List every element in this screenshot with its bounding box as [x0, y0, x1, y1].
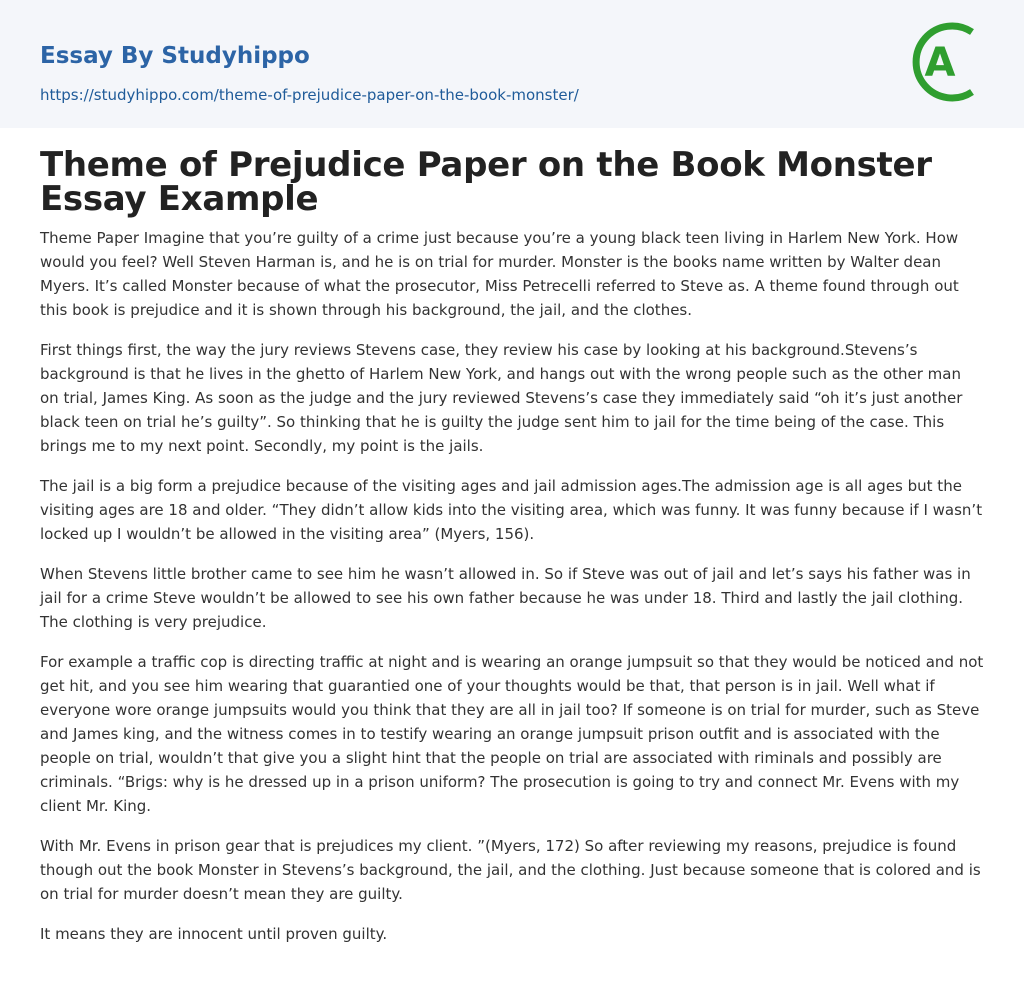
- logo-letter: A: [924, 40, 956, 86]
- letter-a-ring-logo-icon[interactable]: [912, 19, 986, 105]
- essay-paragraph: When Stevens little brother came to see him he wasn’t allowed in. So if Steve was out of jail and let’s says his father was in jail for a crime Steve wouldn’t be allowed to see his own father because he was under 18. Third and lastly the jail clothing. The clothing is very prejudice.: [40, 565, 971, 631]
- essay-paragraph: Theme Paper Imagine that you’re guilty of a crime just because you’re a young black teen living in Harlem New York. How would you feel? Well Steven Harman is, and he is on trial for murder. Monster is the books name written by Walter dean Myers. It’s called Monster because of what the prosecutor, Miss Petrecelli referred to Steve as. A theme found through out this book is prejudice and it is shown through his background, the jail, and the clothes.: [40, 229, 959, 319]
- brand-title[interactable]: Essay By Studyhippo: [40, 43, 310, 69]
- source-url-link[interactable]: https://studyhippo.com/theme-of-prejudice-paper-on-the-book-monster/: [40, 86, 579, 104]
- essay-content: [40, 145, 984, 962]
- essay-paragraph: For example a traffic cop is directing traffic at night and is wearing an orange jumpsuit so that they would be noticed and not get hit, and you see him wearing that guarantied one of your thoughts would be that, that person is in jail. Well what if everyone wore orange jumpsuits would you think that they are all in jail too? If someone is on trial for murder, such as Steve and James king, and the witness comes in to testify wearing an orange jumpsuit prison outfit and is associated with the people on trial, wouldn’t that give you a slight hint that the people on trial are associated with riminals and possibly are criminals. “Brigs: why is he dressed up in a prison uniform? The prosecution is going to try and connect Mr. Evens with my client Mr. King.: [40, 653, 984, 815]
- essay-paragraph: First things first, the way the jury reviews Stevens case, they review his case by looking at his background.Stevens’s background is that he lives in the ghetto of Harlem New York, and hangs out with the wrong people such as the other man on trial, James King. As soon as the judge and the jury reviewed Stevens’s case they immediately said “oh it’s just another black teen on trial he’s guilty”. So thinking that he is guilty the judge sent him to jail for the time being of the case. This brings me to my next point. Secondly, my point is the jails.: [40, 341, 963, 455]
- site-header: [0, 0, 1024, 128]
- essay-paragraph: It means they are innocent until proven guilty.: [40, 925, 388, 943]
- essay-paragraph: The jail is a big form a prejudice because of the visiting ages and jail admission ages.The admission age is all ages but the visiting ages are 18 and older. “They didn’t allow kids into the visiting area, which was funny. It was funny because if I wasn’t locked up I wouldn’t be allowed in the visiting area” (Myers, 156).: [40, 477, 983, 543]
- essay-title: Theme of Prejudice Paper on the Book Monster Essay Example: [40, 145, 932, 219]
- essay-paragraph: With Mr. Evens in prison gear that is prejudices my client. ”(Myers, 172) So after reviewing my reasons, prejudice is found though out the book Monster in Stevens’s background, the jail, and the clothing. Just because someone that is colored and is on trial for murder doesn’t mean they are guilty.: [40, 837, 981, 903]
